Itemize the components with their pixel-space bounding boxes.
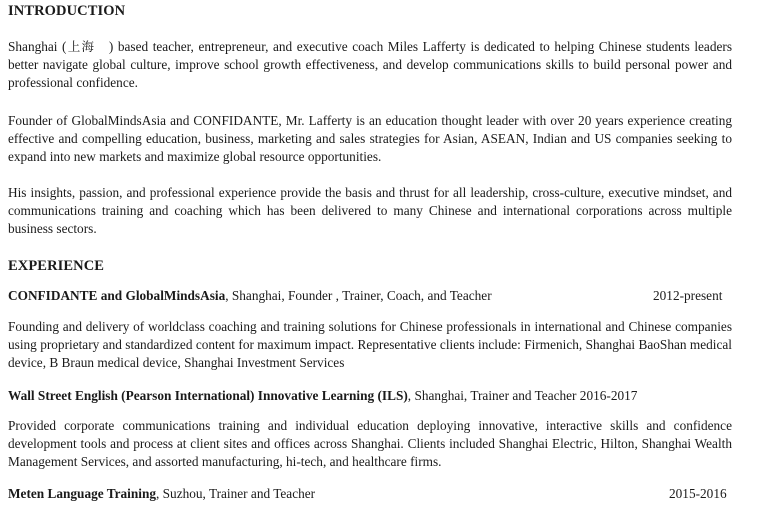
intro-paragraph-2: Founder of GlobalMindsAsia and CONFIDANTE, Mr. Lafferty is an education thought leader with over 20 years experience creating effective and compelling education, business, marketing and sales strategies for Asian, ASEAN, Indian and US companies seeking to expand into new markets and maximize global resource opportunities. — [8, 113, 732, 164]
job-description: Founding and delivery of worldclass coaching and training solutions for Chinese professionals in international and Chinese companies using proprietary and standardized content for maximum impact. Representative clients include: Firmenich, Shanghai BaoShan medical device, B Braun medical device, Shanghai Investment Services — [8, 319, 732, 370]
job-title-line — [8, 485, 732, 503]
job-title-line — [8, 387, 732, 405]
job-company: Meten Language Training — [8, 486, 156, 501]
job-company: Wall Street English (Pearson International) Innovative Learning (ILS) — [8, 388, 408, 403]
introduction-heading: INTRODUCTION — [8, 3, 126, 19]
experience-heading: EXPERIENCE — [8, 258, 105, 274]
intro-p1-rest: ) based teacher, entrepreneur, and executive coach Miles Lafferty is dedicated to helping Chinese students leaders better navigate global culture, improve school growth effectiveness, and develop communications skills to build personal power and professional confidence. — [8, 39, 732, 90]
intro-p1-prefix: Shanghai ( — [8, 39, 67, 54]
job-dates: 2012-present — [653, 288, 723, 303]
job-title-line — [8, 287, 732, 305]
job-details: , Shanghai, Trainer and Teacher 2016-2017 — [407, 388, 638, 403]
job-details: , Suzhou, Trainer and Teacher — [156, 486, 316, 501]
job-dates: 2015-2016 — [669, 486, 727, 501]
job-company: CONFIDANTE and GlobalMindsAsia — [8, 288, 226, 303]
intro-paragraph-1 — [8, 38, 732, 92]
intro-paragraph-3: His insights, passion, and professional experience provide the basis and thrust for all leadership, cross-culture, executive mindset, and communications training and coaching which has been delivered to many Chinese and international corporations across multiple business sectors. — [8, 185, 732, 236]
job-description: Provided corporate communications training and individual education deploying innovative, interactive skills and confidence development tools and process at client sites and offices across Shanghai. Clients included Shanghai Electric, Hilton, Shanghai Wealth Management Services, and assorted manufacturing, hi-tech, and healthcare firms. — [8, 418, 732, 469]
shanghai-chinese-text: 上海 — [66, 39, 96, 54]
job-details: , Shanghai, Founder , Trainer, Coach, and Teacher — [225, 288, 492, 303]
